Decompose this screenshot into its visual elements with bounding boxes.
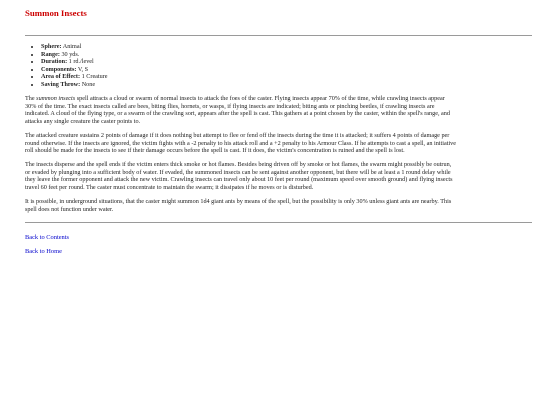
spell-stats-list xyxy=(25,43,532,89)
stat-label: Range: xyxy=(41,50,60,58)
stat-duration xyxy=(41,58,532,66)
stat-label: Area of Effect: xyxy=(41,73,81,81)
stat-label: Saving Throw: xyxy=(41,80,81,88)
stat-area-of-effect xyxy=(41,73,532,81)
damage-paragraph: The attacked creature sustains 2 points of damage if it does nothing but attempt to flee or fend off the insects during the time it is attacked; it suffers 4 points of damage per round otherwise. If the insects are ignored, the victim fights with a -2 penalty to his attack roll and a +2 penalty to his Armour Class. If he attempts to cast a spell, an initiative roll should be made for the insects to see if their damage occurs before the spell is cast. If it does, the victim's concentration is ruined and the spell is lost. xyxy=(25,131,457,155)
stat-label: Sphere: xyxy=(41,43,62,50)
stat-label: Duration: xyxy=(41,58,68,66)
bottom-divider xyxy=(25,222,532,223)
stat-value: Animal xyxy=(62,43,82,50)
intro-paragraph xyxy=(25,95,457,125)
stat-components xyxy=(41,66,532,74)
stat-sphere xyxy=(41,43,532,51)
back-to-home-link[interactable]: Back to Home xyxy=(25,248,62,256)
giant-ants-paragraph: It is possible, in underground situations, that the caster might summon 1d4 giant ants by means of the spell, but the possibility is only 30% unless giant ants are nearby. This spell does not function under water. xyxy=(25,198,452,213)
stat-value: V, S xyxy=(77,65,89,73)
stat-value: None xyxy=(81,80,96,88)
dispersal-paragraph: The insects disperse and the spell ends if the victim enters thick smoke or hot flames. Besides being driven off by smoke or hot flames, the swarm might possibly be outrun, or evaded by plunging into a sufficient body of water. If evaded, the summoned insects can be sent against another opponent, but there will be at least a 1 round delay while they leave the former opponent and attack the new victim. Crawling insects can travel only about 10 feet per round (maximum speed over smooth ground) and flying insects travel 60 feet per round. The caster must concentrate to maintain the swarm; it dissipates if he moves or is disturbed. xyxy=(25,161,453,191)
stat-value: 1 Creature xyxy=(81,73,108,81)
stat-range xyxy=(41,51,532,59)
intro-text: spell attracts a cloud or swarm of normal insects to attack the foes of the caster. Flying insects appear 70% of the time, while crawling insects appear 30% of the time. The exact insects called are bees, biting flies, hornets, or wasps, if flying insects are indicated; biting ants or pinching beetles, if crawling insects are indicated. A cloud of the flying type, or a swarm of the crawling sort, appears after the spell is cast. This gathers at a point chosen by the caster, within the spell's range, and attacks any single creature the caster points to. xyxy=(25,95,450,125)
stat-saving-throw xyxy=(41,81,532,89)
top-divider xyxy=(25,35,532,36)
stat-value: 30 yds. xyxy=(61,50,80,58)
stat-value: 1 rd./level xyxy=(68,58,94,66)
spell-name-emphasis: summon insects xyxy=(36,95,76,103)
back-to-contents-link[interactable]: Back to Contents xyxy=(25,234,70,242)
page-title: Summon Insects xyxy=(25,8,87,18)
stat-label: Components: xyxy=(41,65,77,73)
intro-prefix: The xyxy=(25,95,37,103)
